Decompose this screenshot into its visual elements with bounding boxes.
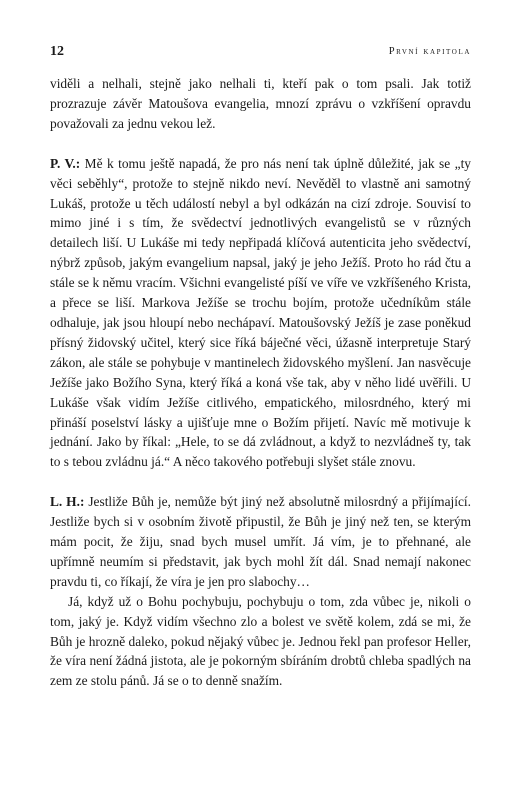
- paragraph-continuation: [50, 74, 471, 134]
- speaker-label: L. H.:: [50, 494, 85, 510]
- running-head: První kapitola: [388, 46, 471, 57]
- paragraph-lh: [50, 492, 471, 592]
- paragraph-text: viděli a nelhali, stejně jako nelhali ti, kteří pak o tom psali. Jak totiž prozrazuje závěr Matoušova evangelia, mnozí zprávu o vzkříšení opravdu považovali za jednu vekou lež.: [50, 76, 471, 131]
- paragraph-lh-continued: [50, 592, 471, 692]
- page-number: 12: [50, 44, 64, 59]
- page-header: [50, 44, 471, 64]
- page-body: [50, 74, 471, 691]
- paragraph-text: Mě k tomu ještě napadá, že pro nás není tak úplně důležité, jak se „ty věci seběhly“, protože to stejně nikdo neví. Nevěděl to vlastně ani samotný Lukáš, protože u těch událostí nebyl a byl odkázán na cizí zdroje. Souvisí to mimo jiné i s tím, že svědectví jednotlivých evangelistů se v různých detailech liší. U Lukáše mi tedy nepřipadá klíčová autenticita jeho svědectví, nýbrž způsob, jakým evangelium napsal, jaký je jeho Ježíš. Proto ho rád čtu a stále se k němu vracím. Všichni evangelisté píší ve víře ve vzkříšeného Krista, a přece se liší. Markova Ježíše se trochu bojím, protože učedníkům stále odhaluje, jak jsou hloupí nebo nechápaví. Matoušovský Ježíš je zase poněkud přísný židovský učitel, který sice říká báječné věci, úžasně interpretuje Starý zákon, ale stále se pohybuje v mantinelech židovského myšlení. Jan nasvěcuje Ježíše jako Božího Syna, který říká a koná vše tak, aby v něho lidé uvěřili. U Lukáše však vidím Ježíše citlivého, empatického, milosrdného, který mi přináší poselství lásky a ujišťuje mne o Božím přijetí. Navíc mě motivuje k jednání. Jako by říkal: „Hele, to se dá zvládnout, a když to nezvládneš ty, tak to s tebou zvládnu já.“ A něco takového potřebuji slyšet stále znovu.: [50, 155, 471, 470]
- paragraph-text: Já, když už o Bohu pochybuju, pochybuju o tom, zda vůbec je, nikoli o tom, jaký je. Když vidím všechno zlo a bolest ve světě kolem, zdá se mi, že Bůh je hrozně daleko, pokud nějaký vůbec je. Jednou řekl pan profesor Heller, že víra není žádná jistota, ale je pokorným sbíráním drobtů chleba spadlých na zem ze stolu pánů. Já se o to denně snažím.: [50, 593, 471, 689]
- paragraph-text: Jestliže Bůh je, nemůže být jiný než absolutně milosrdný a přijímající. Jestliže bych si v osobním životě připustil, že Bůh je jiný než ten, se kterým mám pocit, že žiju, snad bych musel umřít. Já vím, je to přehnané, ale upřímně neumím si představit, jak bych mohl žít dál. Snad nemají nakonec pravdu ti, co říkají, že víra je jen pro slabochy…: [50, 494, 471, 589]
- paragraph-pv: [50, 154, 471, 473]
- speaker-label: P. V.:: [50, 155, 81, 171]
